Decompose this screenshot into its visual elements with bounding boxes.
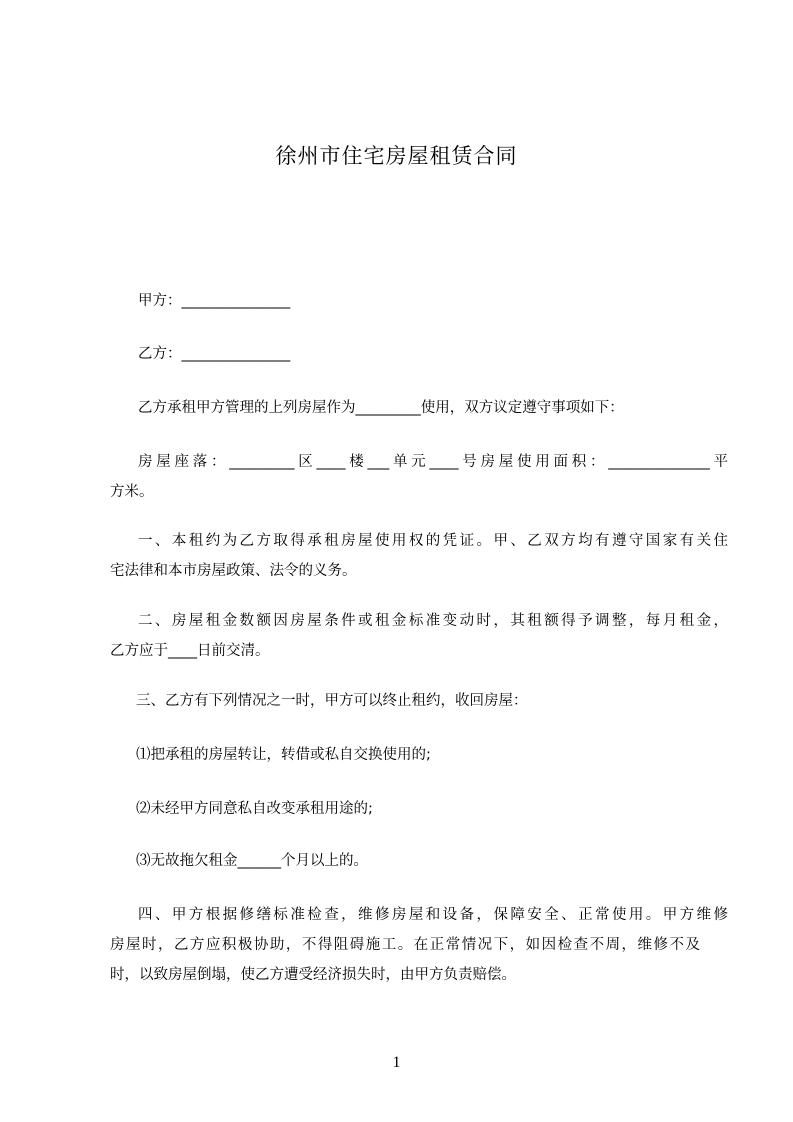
clause-4-line-3: 时，以致房屋倒塌，使乙方遭受经济损失时，由甲方负责赔偿。 <box>110 967 516 983</box>
intro-paragraph: 乙方承租甲方管理的上列房屋作为_________使用，双方议定遵守事项如下： <box>138 400 624 416</box>
clause-4-line-2: 房屋时，乙方应积极协助，不得阻碍施工。在正常情况下，如因检查不周，维修不及 <box>110 937 700 953</box>
party-a-line: 甲方：_______________ <box>138 293 291 309</box>
clause-2-line-1: 二、房屋租金数额因房屋条件或租金标准变动时，其租额得予调整，每月租金， <box>138 613 728 629</box>
clause-2-line-2: 乙方应于____日前交清。 <box>110 643 270 659</box>
clause-3-heading: 三、乙方有下列情况之一时，甲方可以终止租约，收回房屋： <box>136 693 528 709</box>
clause-1-line-1: 一、本租约为乙方取得承租房屋使用权的凭证。甲、乙双方均有遵守国家有关住 <box>138 533 728 549</box>
clause-3-item-2: ⑵未经甲方同意私自改变承租用途的; <box>136 801 373 817</box>
clause-1-line-2: 宅法律和本市房屋政策、法令的义务。 <box>110 563 357 579</box>
clause-4-line-1: 四、甲方根据修缮标准检查，维修房屋和设备，保障安全、正常使用。甲方维修 <box>138 907 728 923</box>
clause-3-item-3: ⑶无故拖欠租金______个月以上的。 <box>136 853 368 869</box>
document-title: 徐州市住宅房屋租赁合同 <box>275 144 518 168</box>
location-line-1: 房屋座落：_________区____楼___单元____号房屋使用面积：______________平 <box>138 454 728 470</box>
party-b-line: 乙方：_______________ <box>138 346 291 362</box>
page-number: 1 <box>392 1054 401 1071</box>
clause-3-item-1: ⑴把承租的房屋转让，转借或私自交换使用的; <box>136 747 431 763</box>
location-line-2: 方米。 <box>110 484 154 500</box>
